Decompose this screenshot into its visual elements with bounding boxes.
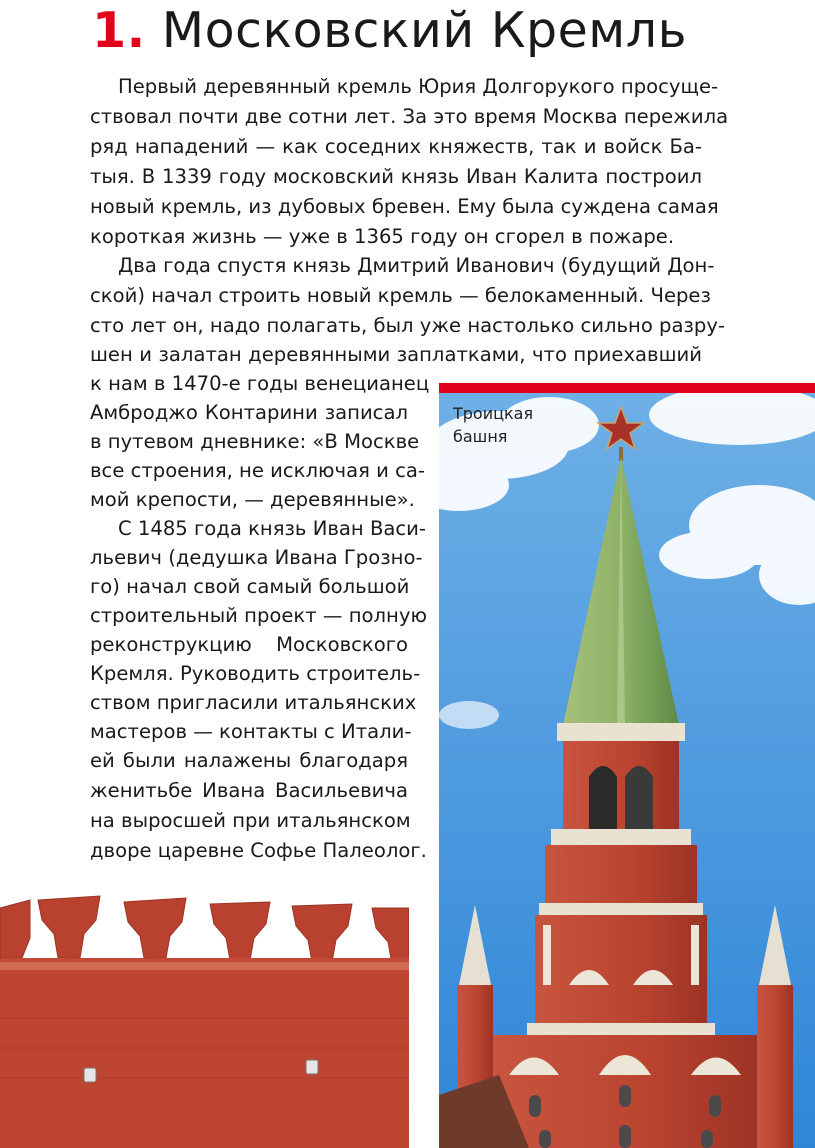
text-line: мой крепости, — деревянные». bbox=[90, 488, 415, 511]
text-line: ством пригласили итальянских bbox=[90, 691, 417, 714]
text-line: ей были налажены благодаря bbox=[90, 749, 408, 772]
text-line: все строения, не исключая и са- bbox=[90, 459, 425, 482]
text-line: в путевом дневнике: «В Москве bbox=[90, 430, 420, 453]
text-line: Кремля. Руководить строитель- bbox=[90, 662, 421, 685]
accent-bar bbox=[439, 383, 815, 393]
caption-line: башня bbox=[453, 427, 508, 446]
text-line: реконструкцию Московского bbox=[90, 633, 408, 656]
chapter-number: 1. bbox=[92, 2, 146, 59]
troitskaya-tower-photo bbox=[439, 385, 815, 1148]
text-line: сто лет он, надо полагать, был уже настолько сильно разру- bbox=[90, 314, 726, 337]
text-line: шен и залатан деревянными заплатками, что приехавший bbox=[90, 343, 702, 366]
text-line: новый кремль, из дубовых бревен. Ему была суждена самая bbox=[90, 195, 719, 218]
text-line: мастеров — контакты с Итали- bbox=[90, 720, 412, 743]
kremlin-wall-photo bbox=[0, 888, 409, 1148]
chapter-title: Московский Кремль bbox=[161, 2, 687, 59]
text-line: женитьбе Ивана Васильевича bbox=[90, 779, 408, 802]
text-line: льевич (дедушка Ивана Грозно- bbox=[90, 546, 423, 569]
page-title bbox=[92, 2, 687, 60]
text-line: Первый деревянный кремль Юрия Долгорукого просуще- bbox=[118, 75, 719, 98]
text-line: дворе царевне Софье Палеолог. bbox=[90, 839, 427, 862]
text-line: Два года спустя князь Дмитрий Иванович (будущий Дон- bbox=[118, 254, 715, 277]
text-line: короткая жизнь — уже в 1365 году он сгорел в пожаре. bbox=[90, 225, 675, 248]
text-line: ряд нападений — как соседних княжеств, так и войск Ба- bbox=[90, 135, 702, 158]
text-line: Амброджо Контарини записал bbox=[90, 401, 408, 424]
photo-caption bbox=[453, 402, 573, 448]
text-line: ствовал почти две сотни лет. За это время Москва пережила bbox=[90, 105, 729, 128]
caption-line: Троицкая bbox=[453, 404, 534, 423]
text-line: строительный проект — полную bbox=[90, 604, 427, 627]
text-line: С 1485 года князь Иван Васи- bbox=[118, 517, 426, 540]
text-line: го) начал свой самый большой bbox=[90, 575, 410, 598]
text-line: к нам в 1470-е годы венецианец bbox=[90, 372, 430, 395]
text-line: на выросшей при итальянском bbox=[90, 809, 411, 832]
text-line: ской) начал строить новый кремль — белокаменный. Через bbox=[90, 284, 711, 307]
text-line: тыя. В 1339 году московский князь Иван Калита построил bbox=[90, 165, 702, 188]
